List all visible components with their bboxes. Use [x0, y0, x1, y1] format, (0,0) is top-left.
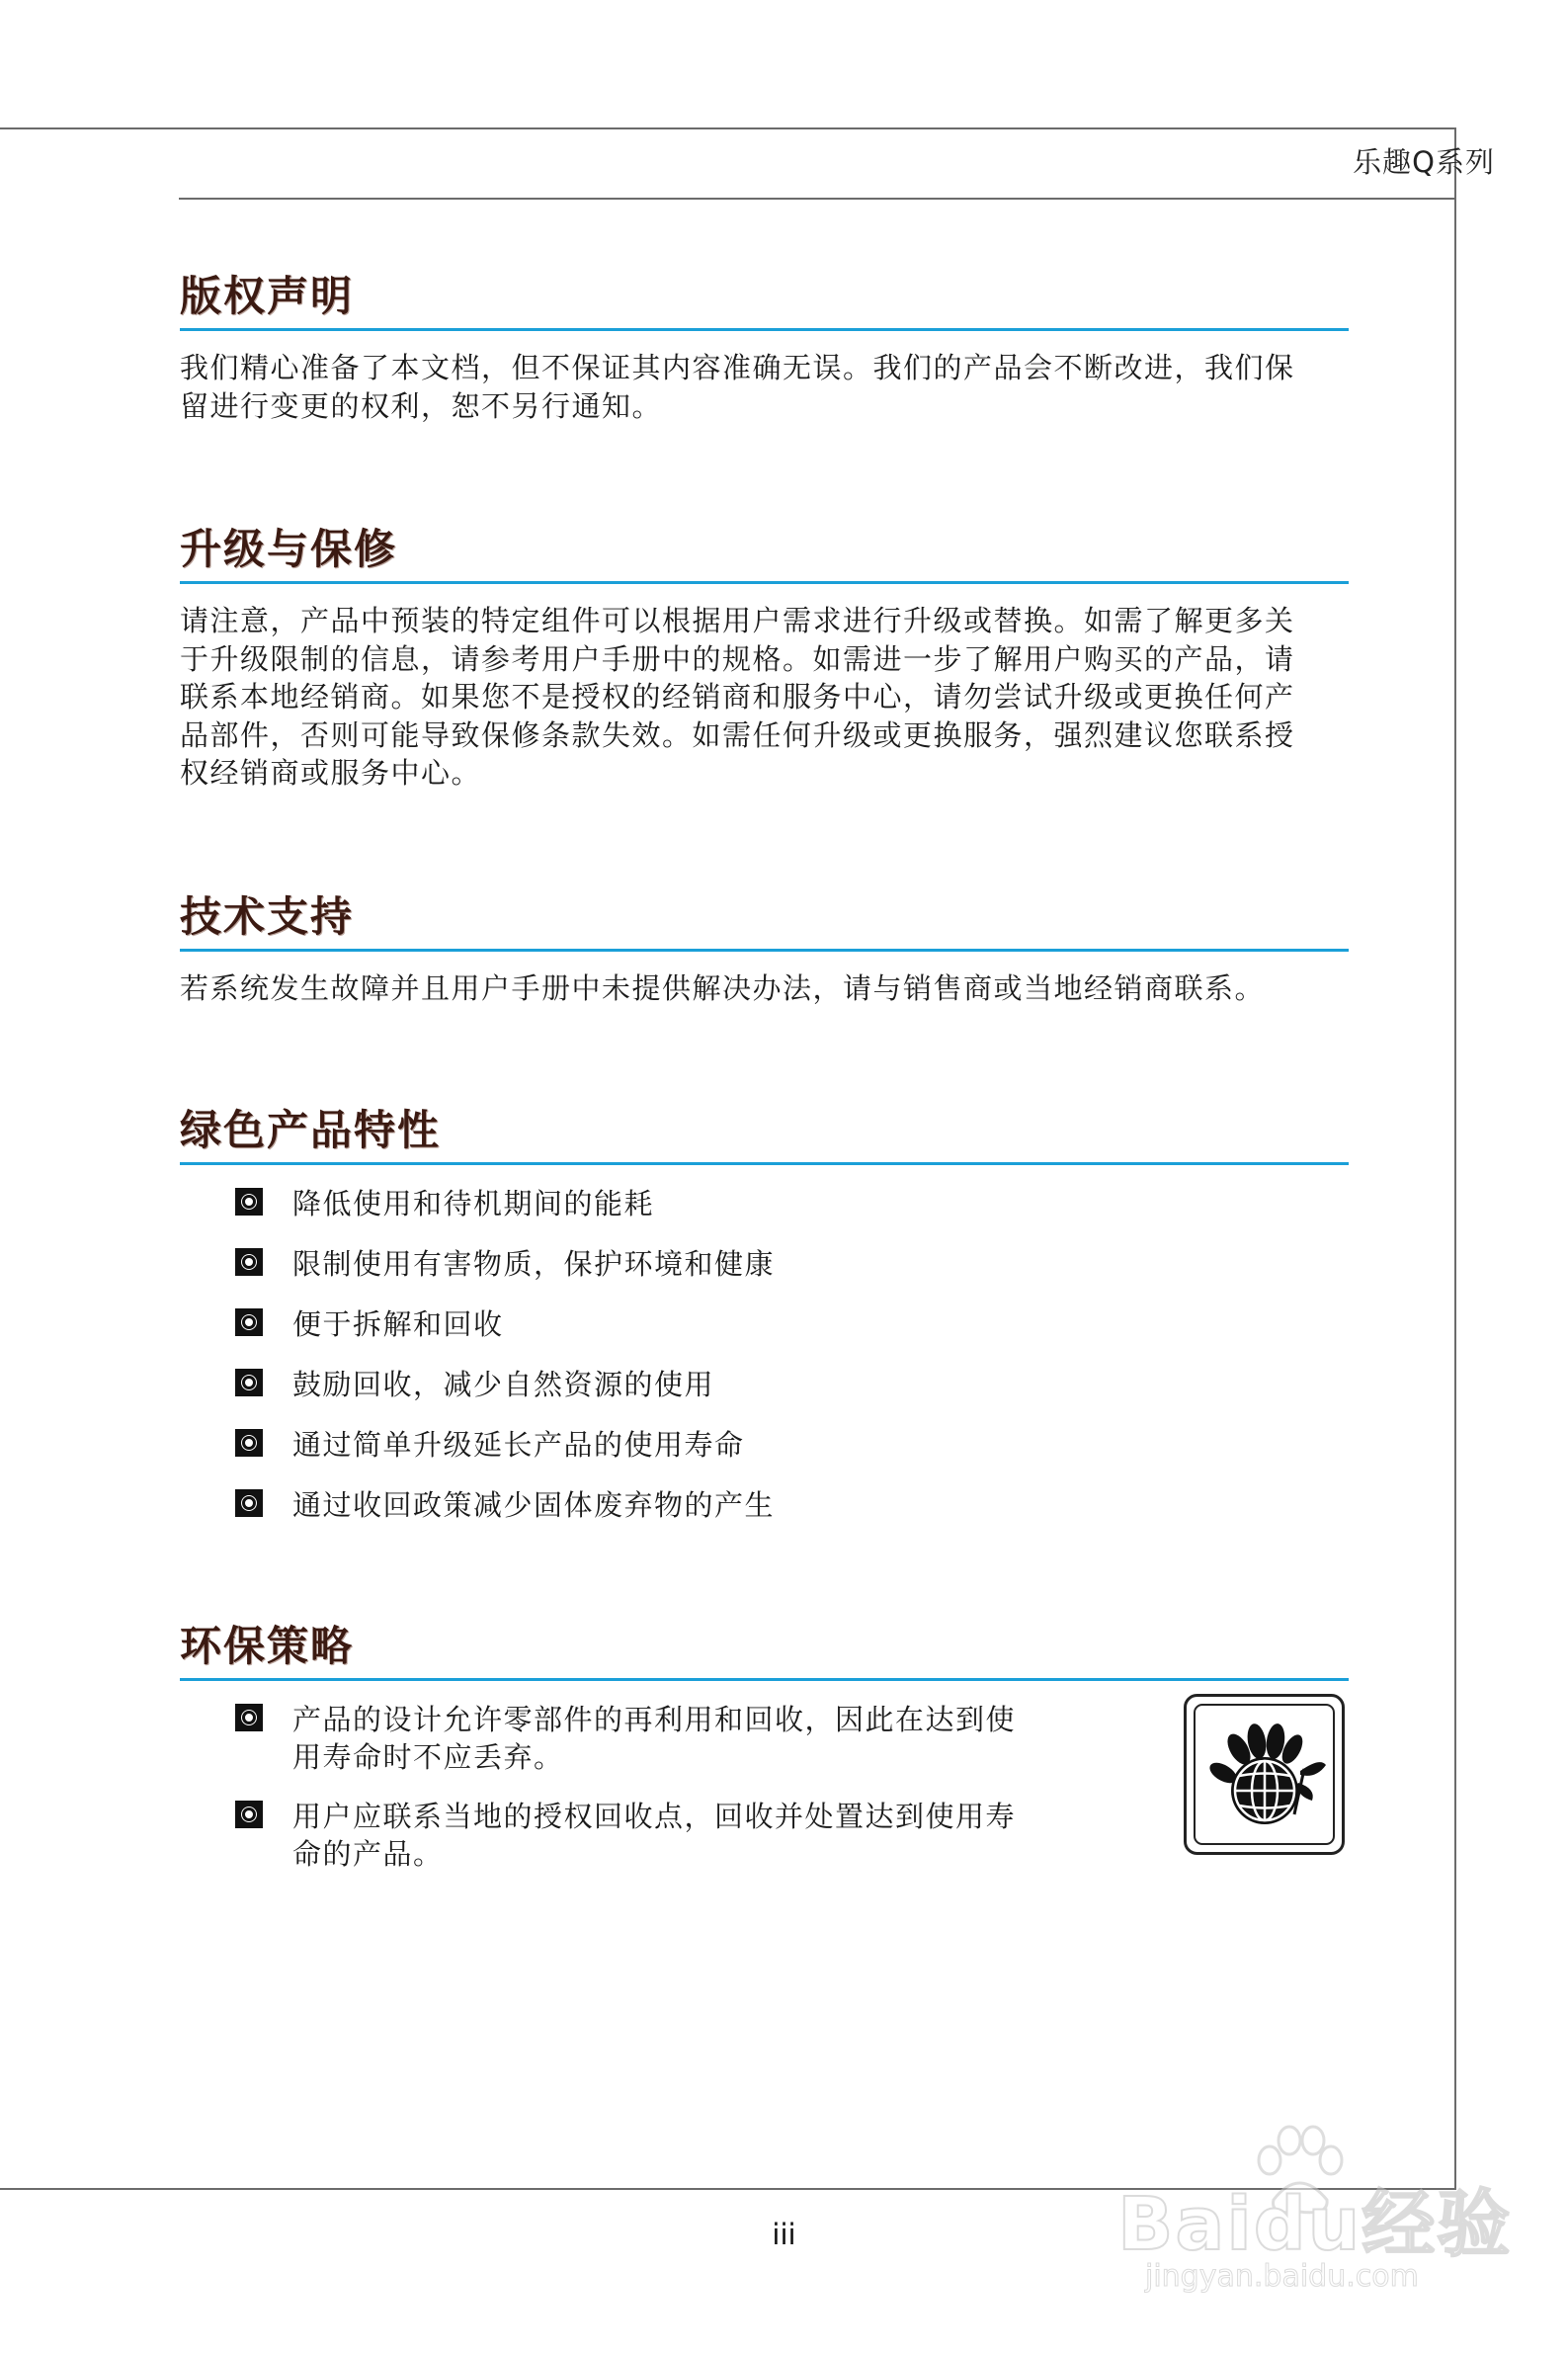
section-title: 技术支持 [180, 892, 355, 941]
section-rule [180, 949, 1349, 952]
section-title: 绿色产品特性 [180, 1106, 442, 1154]
section-copyright [180, 269, 1349, 425]
section-title: 环保策略 [180, 1622, 355, 1670]
section-tech-support [180, 889, 1349, 1008]
list-item-text: 用户应联系当地的授权回收点，回收并处置达到使用寿命的产品。 [292, 1800, 1017, 1871]
section-rule [180, 581, 1349, 584]
list-item [180, 1245, 1349, 1283]
bullet-icon [235, 1801, 263, 1828]
policy-list [180, 1701, 1349, 1873]
feature-list [180, 1185, 1349, 1524]
section-rule [180, 328, 1349, 331]
section-body: 我们精心准备了本文档，但不保证其内容准确无误。我们的产品会不断改进，我们保留进行变更的权利，恕不另行通知。 [180, 351, 1295, 423]
list-item-text: 便于拆解和回收 [292, 1307, 504, 1341]
section-rule [180, 1678, 1349, 1681]
watermark-brand: Baidu经验 [1117, 2182, 1513, 2267]
list-item-text: 产品的设计允许零部件的再利用和回收，因此在达到使用寿命时不应丢弃。 [292, 1703, 1017, 1774]
list-item [180, 1798, 1029, 1873]
list-item-text: 降低使用和待机期间的能耗 [292, 1187, 655, 1220]
list-item [180, 1486, 1349, 1524]
header-underline [179, 198, 1456, 200]
list-item-text: 限制使用有害物质，保护环境和健康 [292, 1247, 776, 1281]
right-border [1454, 127, 1456, 2189]
series-title: 乐趣Q系列 [1353, 145, 1495, 179]
list-item-text: 鼓励回收，减少自然资源的使用 [292, 1368, 715, 1401]
green-hands-globe-icon [1184, 1694, 1345, 1855]
list-item [180, 1366, 1349, 1403]
list-item [180, 1426, 1349, 1464]
bullet-icon [235, 1308, 263, 1336]
list-item [180, 1701, 1029, 1776]
watermark-url: jingyan.baidu.com [1145, 2259, 1419, 2294]
section-rule [180, 1162, 1349, 1165]
bullet-icon [235, 1248, 263, 1276]
section-title: 升级与保修 [180, 525, 398, 573]
bullet-icon [235, 1704, 263, 1731]
list-item [180, 1185, 1349, 1222]
list-item-text: 通过收回政策减少固体废弃物的产生 [292, 1488, 776, 1522]
list-item-text: 通过简单升级延长产品的使用寿命 [292, 1428, 745, 1462]
bullet-icon [235, 1369, 263, 1396]
section-upgrade-warranty [180, 522, 1349, 793]
section-environment-policy [180, 1619, 1349, 1894]
bullet-icon [235, 1429, 263, 1457]
section-body: 请注意，产品中预装的特定组件可以根据用户需求进行升级或替换。如需了解更多关于升级限制的信息，请参考用户手册中的规格。如需进一步了解用户购买的产品，请联系本地经销商。如果您不是授权的经销商和服务中心，请勿尝试升级或更换任何产品部件，否则可能导致保修条款失效。如需任何升级或更换服务，强烈建议您联系授权经销商或服务中心。 [180, 604, 1295, 790]
page-number: iii [772, 2218, 796, 2251]
bullet-icon [235, 1188, 263, 1216]
section-body: 若系统发生故障并且用户手册中未提供解决办法，请与销售商或当地经销商联系。 [180, 971, 1266, 1005]
top-border [0, 127, 1456, 129]
section-green-features [180, 1103, 1349, 1547]
baidu-watermark [1117, 2121, 1513, 2295]
section-title: 版权声明 [180, 272, 355, 320]
list-item [180, 1305, 1349, 1343]
bullet-icon [235, 1489, 263, 1517]
